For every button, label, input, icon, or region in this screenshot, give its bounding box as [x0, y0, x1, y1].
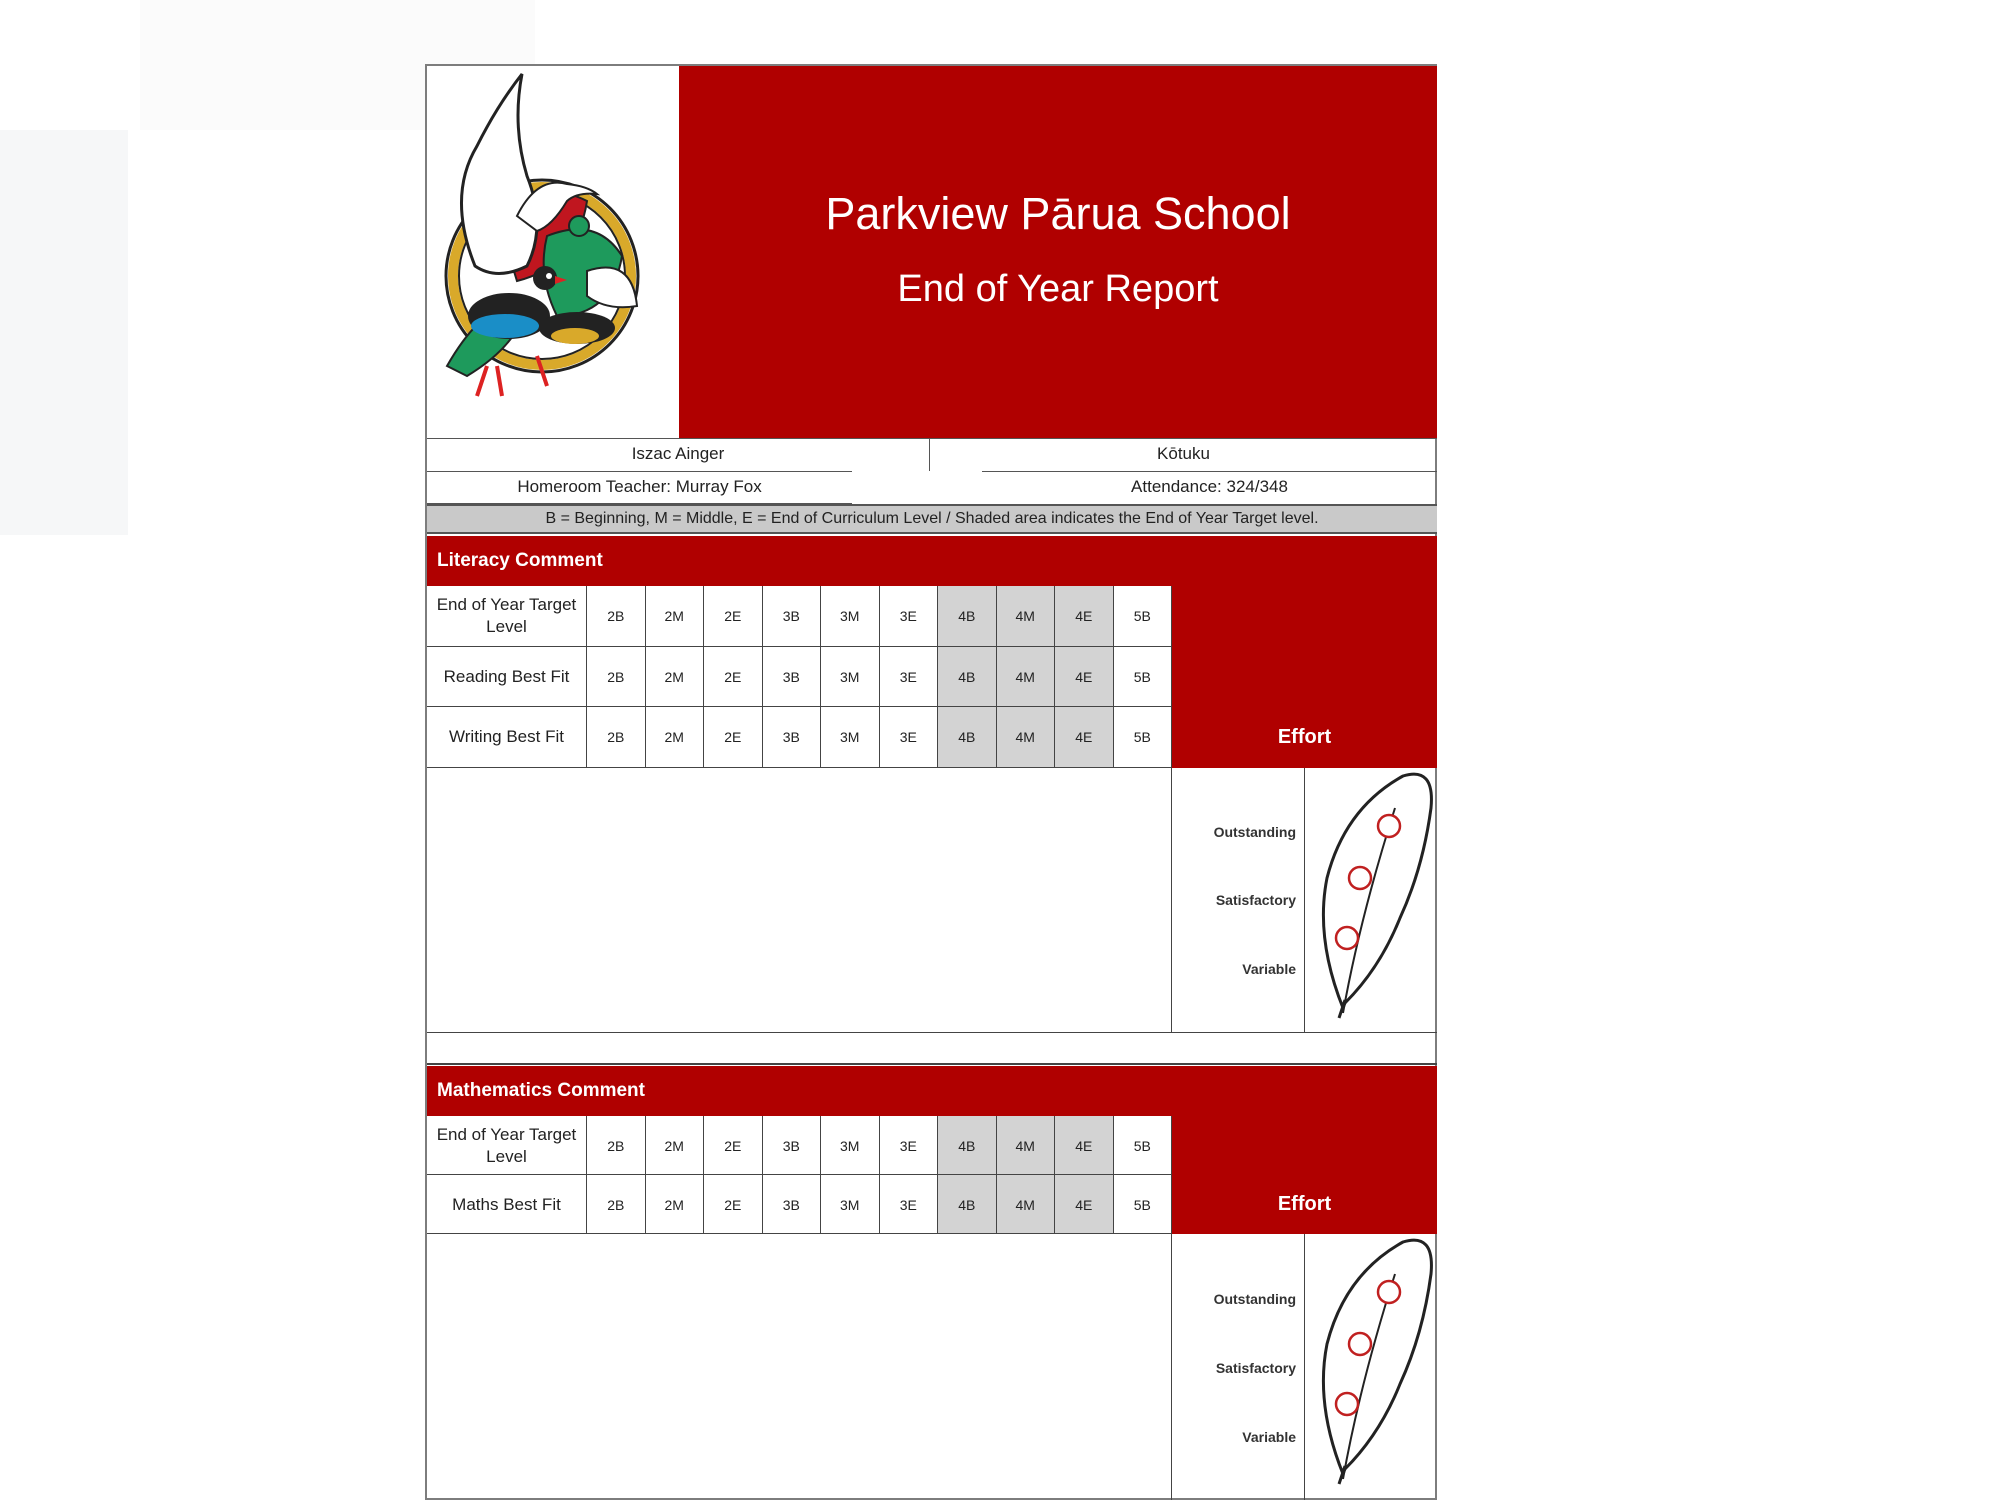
row-label: Maths Best Fit	[427, 1175, 587, 1234]
student-name: Iszac Ainger	[427, 438, 930, 471]
level-cell-3b[interactable]: 3B	[763, 1116, 822, 1175]
school-crest-logo	[427, 66, 679, 438]
level-cell-3b[interactable]: 3B	[763, 1175, 822, 1234]
level-cell-4b[interactable]: 4B	[938, 586, 997, 647]
level-cell-4m[interactable]: 4M	[997, 707, 1056, 768]
level-cell-2e[interactable]: 2E	[704, 707, 763, 768]
level-cell-2m[interactable]: 2M	[646, 586, 705, 647]
level-row	[427, 1116, 1437, 1175]
report-page	[425, 64, 1437, 1500]
level-cell-3m[interactable]: 3M	[821, 1175, 880, 1234]
level-cell-4b[interactable]: 4B	[938, 707, 997, 768]
level-cell-2e[interactable]: 2E	[704, 1175, 763, 1234]
literacy-effort-labels	[1172, 768, 1305, 1033]
red-filler-cell	[1172, 1116, 1437, 1175]
level-cell-3e[interactable]: 3E	[880, 647, 939, 708]
effort-outstanding: Outstanding	[1213, 824, 1296, 840]
school-name: Parkview Pārua School	[825, 188, 1291, 239]
school-logo	[427, 66, 679, 438]
literacy-effort-feather	[1305, 768, 1437, 1033]
effort-satisfactory: Satisfactory	[1215, 892, 1296, 908]
feather-icon	[1305, 1234, 1437, 1500]
effort-option-outstanding[interactable]	[1378, 1281, 1400, 1303]
level-cell-2b[interactable]: 2B	[587, 1175, 646, 1234]
level-cell-2e[interactable]: 2E	[704, 1116, 763, 1175]
row-label: Reading Best Fit	[427, 647, 587, 708]
level-cell-3b[interactable]: 3B	[763, 707, 822, 768]
effort-option-satisfactory[interactable]	[1349, 867, 1371, 889]
level-cell-3b[interactable]: 3B	[763, 647, 822, 708]
level-cell-3e[interactable]: 3E	[880, 586, 939, 647]
row-label: Writing Best Fit	[427, 707, 587, 768]
level-cell-3m[interactable]: 3M	[821, 1116, 880, 1175]
level-cell-3b[interactable]: 3B	[763, 586, 822, 647]
mathematics-comment-box[interactable]	[427, 1234, 1172, 1500]
level-cell-4e[interactable]: 4E	[1055, 647, 1114, 708]
level-cell-5b[interactable]: 5B	[1114, 586, 1173, 647]
homeroom-teacher: Homeroom Teacher: Murray Fox	[427, 471, 852, 504]
level-cell-2m[interactable]: 2M	[646, 1116, 705, 1175]
level-cell-4e[interactable]: 4E	[1055, 1175, 1114, 1234]
level-cell-4b[interactable]: 4B	[938, 1175, 997, 1234]
level-key: B = Beginning, M = Middle, E = End of Curriculum Level / Shaded area indicates the End of Year Target level.	[427, 504, 1437, 534]
level-cell-3e[interactable]: 3E	[880, 1116, 939, 1175]
level-row	[427, 1175, 1437, 1234]
level-cell-4m[interactable]: 4M	[997, 1175, 1056, 1234]
effort-variable: Variable	[1242, 961, 1296, 977]
effort-header: Effort	[1172, 707, 1437, 768]
level-cell-4e[interactable]: 4E	[1055, 707, 1114, 768]
literacy-comment-box[interactable]	[427, 768, 1172, 1033]
attendance: Attendance: 324/348	[982, 471, 1437, 504]
level-cell-3m[interactable]: 3M	[821, 647, 880, 708]
report-title: End of Year Report	[897, 268, 1219, 310]
level-cell-4m[interactable]: 4M	[997, 1116, 1056, 1175]
level-cell-2b[interactable]: 2B	[587, 647, 646, 708]
header-banner	[679, 66, 1437, 438]
level-cell-5b[interactable]: 5B	[1114, 1175, 1173, 1234]
level-cell-3e[interactable]: 3E	[880, 707, 939, 768]
level-cell-2b[interactable]: 2B	[587, 586, 646, 647]
level-cell-2e[interactable]: 2E	[704, 586, 763, 647]
effort-variable: Variable	[1242, 1429, 1296, 1445]
level-cell-4b[interactable]: 4B	[938, 647, 997, 708]
level-cell-4e[interactable]: 4E	[1055, 586, 1114, 647]
red-filler-cell	[1172, 647, 1437, 708]
level-cell-3m[interactable]: 3M	[821, 586, 880, 647]
effort-option-satisfactory[interactable]	[1349, 1333, 1371, 1355]
level-cell-3m[interactable]: 3M	[821, 707, 880, 768]
section-spacer	[427, 1033, 1437, 1065]
level-cell-4m[interactable]: 4M	[997, 647, 1056, 708]
level-cell-4m[interactable]: 4M	[997, 586, 1056, 647]
background-panel	[0, 130, 128, 535]
effort-option-variable[interactable]	[1336, 927, 1358, 949]
red-filler-cell	[1172, 586, 1437, 647]
effort-option-outstanding[interactable]	[1378, 815, 1400, 837]
level-cell-3e[interactable]: 3E	[880, 1175, 939, 1234]
effort-option-variable[interactable]	[1336, 1393, 1358, 1415]
level-cell-5b[interactable]: 5B	[1114, 707, 1173, 768]
effort-outstanding: Outstanding	[1213, 1291, 1296, 1307]
mathematics-effort-labels	[1172, 1234, 1305, 1500]
literacy-comment-heading: Literacy Comment	[427, 536, 1437, 586]
level-row	[427, 647, 1437, 708]
level-cell-4b[interactable]: 4B	[938, 1116, 997, 1175]
level-cell-2e[interactable]: 2E	[704, 647, 763, 708]
mathematics-effort-feather	[1305, 1234, 1437, 1500]
level-cell-2m[interactable]: 2M	[646, 647, 705, 708]
level-row	[427, 586, 1437, 647]
level-row	[427, 707, 1437, 768]
level-cell-5b[interactable]: 5B	[1114, 647, 1173, 708]
level-cell-4e[interactable]: 4E	[1055, 1116, 1114, 1175]
level-cell-2m[interactable]: 2M	[646, 1175, 705, 1234]
row-label: End of Year Target Level	[427, 586, 587, 647]
effort-satisfactory: Satisfactory	[1215, 1360, 1296, 1376]
effort-header: Effort	[1172, 1175, 1437, 1234]
student-house: Kōtuku	[930, 438, 1437, 471]
level-cell-2b[interactable]: 2B	[587, 1116, 646, 1175]
mathematics-comment-heading: Mathematics Comment	[427, 1066, 1437, 1116]
level-cell-2m[interactable]: 2M	[646, 707, 705, 768]
row-label: End of Year Target Level	[427, 1116, 587, 1175]
level-cell-2b[interactable]: 2B	[587, 707, 646, 768]
level-cell-5b[interactable]: 5B	[1114, 1116, 1173, 1175]
feather-icon	[1305, 768, 1437, 1033]
